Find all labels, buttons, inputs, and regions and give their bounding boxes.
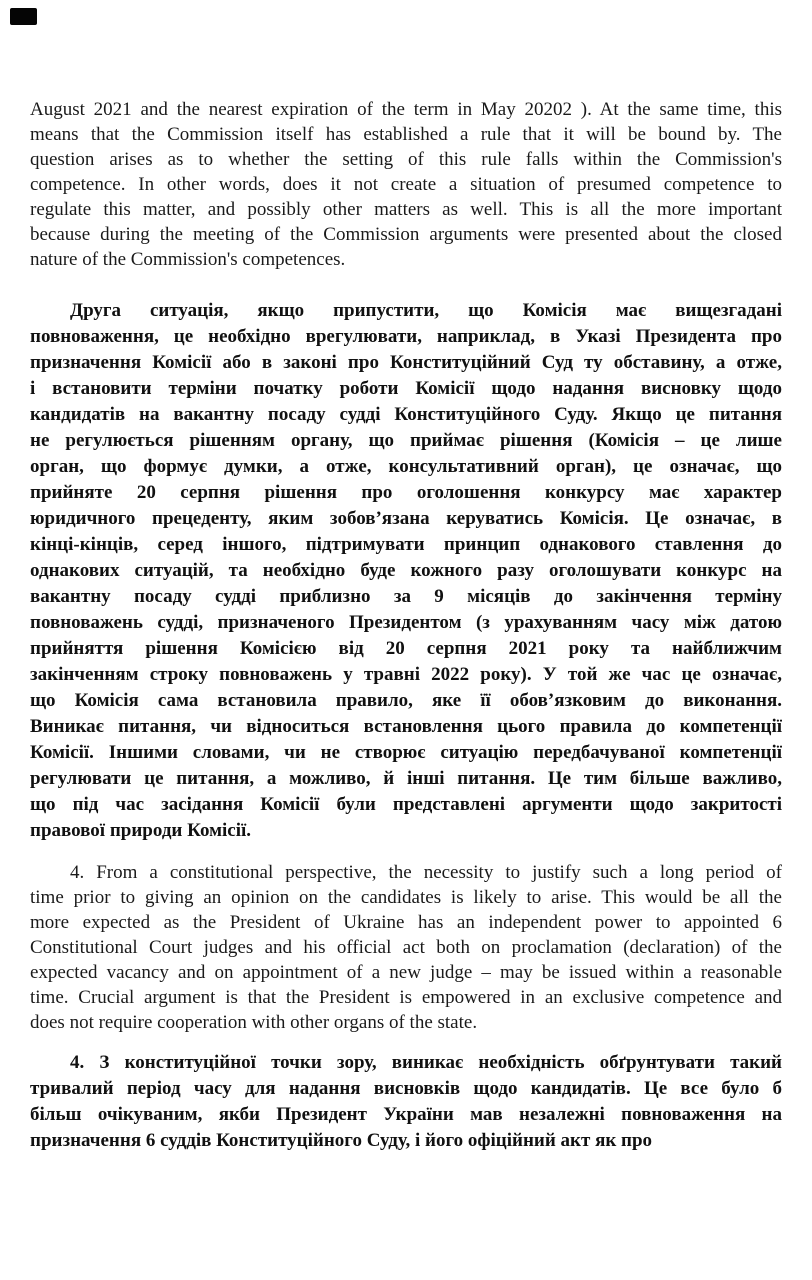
text-line: що під час засідання Комісії були представлені аргументи щодо закритості: [30, 794, 782, 815]
text-line: закінченням строку повноважень у травні 2022 року). У той же час це означає,: [30, 664, 782, 685]
text-line: тривалий період часу для надання висновків щодо кандидатів. Це все було б: [30, 1078, 782, 1099]
text-line: прийняття рішення Комісією від 20 серпня 2021 року та найближчим: [30, 638, 782, 659]
text-line: не регулюється рішенням органу, що приймає рішення (Комісія – це лише: [30, 430, 782, 451]
document-body: [30, 97, 782, 1154]
text-line: призначення Комісії або в законі про Конституційний Суд ту обставину, а отже,: [30, 352, 782, 373]
text-line: Constitutional Court judges and his official act both on proclamation (declaration) of the: [30, 937, 782, 958]
text-line: прийняте 20 серпня рішення про оголошення конкурсу має характер: [30, 482, 782, 503]
text-line: August 2021 and the nearest expiration of the term in May 20202 ). At the same time, this: [30, 99, 782, 120]
text-line: because during the meeting of the Commission arguments were presented about the closed: [30, 224, 782, 245]
text-line: nature of the Commission's competences.: [30, 249, 346, 270]
text-line: question arises as to whether the setting of this rule falls within the Commission's: [30, 149, 782, 170]
text-line: Друга ситуація, якщо припустити, що Комісія має вищезгадані: [70, 300, 782, 321]
paragraph-ukrainian-second-situation: [30, 298, 782, 844]
text-line: повноважень судді, призначеного Президентом (з урахуванням часу між датою: [30, 612, 782, 633]
text-line: expected vacancy and on appointment of a new judge – may be issued within a reasonable: [30, 962, 782, 983]
text-line: що Комісія сама встановила правило, яке її обов’язковим до виконання.: [30, 690, 782, 711]
text-line: юридичного прецеденту, яким зобов’язана керуватись Комісія. Це означає, в: [30, 508, 782, 529]
text-line: і встановити терміни початку роботи Комісії щодо надання висновку щодо: [30, 378, 782, 399]
text-line: does not require cooperation with other organs of the state.: [30, 1012, 478, 1033]
text-line: time prior to giving an opinion on the candidates is likely to arise. This would be all the: [30, 887, 782, 908]
text-line: орган, що формує думки, а отже, консультативний орган), це означає, що: [30, 456, 782, 477]
text-line: regulate this matter, and possibly other matters as well. This is all the more important: [30, 199, 782, 220]
paragraph-ukrainian-point-4: [30, 1050, 782, 1154]
text-line: Комісії. Іншими словами, чи не створює ситуацію передбачуваної компетенції: [30, 742, 782, 763]
paragraph-english-point-4: [30, 860, 782, 1035]
text-line: time. Crucial argument is that the President is empowered in an exclusive competence and: [30, 987, 782, 1008]
text-line: вакантну посаду судді приблизно за 9 місяців до закінчення терміну: [30, 586, 782, 607]
text-line: кандидатів на вакантну посаду судді Конституційного Суду. Якщо це питання: [30, 404, 782, 425]
text-line: 4. З конституційної точки зору, виникає необхідність обґрунтувати такий: [70, 1052, 782, 1073]
text-line: правової природи Комісії.: [30, 820, 252, 841]
text-line: повноваження, це необхідно врегулювати, наприклад, в Указі Президента про: [30, 326, 782, 347]
text-line: призначення 6 суддів Конституційного Суду, і його офіційний акт як про: [30, 1130, 653, 1151]
paragraph-english-continuation: [30, 97, 782, 272]
corner-redaction-mark: [10, 8, 37, 25]
text-line: регулювати це питання, а можливо, й інші питання. Це тим більше важливо,: [30, 768, 782, 789]
text-line: more expected as the President of Ukraine has an independent power to appointed 6: [30, 912, 782, 933]
text-line: 4. From a constitutional perspective, the necessity to justify such a long period of: [70, 862, 782, 883]
text-line: однакових ситуацій, та необхідно буде кожного разу оголошувати конкурс на: [30, 560, 782, 581]
text-line: means that the Commission itself has established a rule that it will be bound by. The: [30, 124, 782, 145]
text-line: більш очікуваним, якби Президент України мав незалежні повноваження на: [30, 1104, 782, 1125]
text-line: кінці-кінців, серед іншого, підтримувати принцип однакового ставлення до: [30, 534, 782, 555]
text-line: competence. In other words, does it not create a situation of presumed competence to: [30, 174, 782, 195]
text-line: Виникає питання, чи відноситься встановлення цього правила до компетенції: [30, 716, 782, 737]
